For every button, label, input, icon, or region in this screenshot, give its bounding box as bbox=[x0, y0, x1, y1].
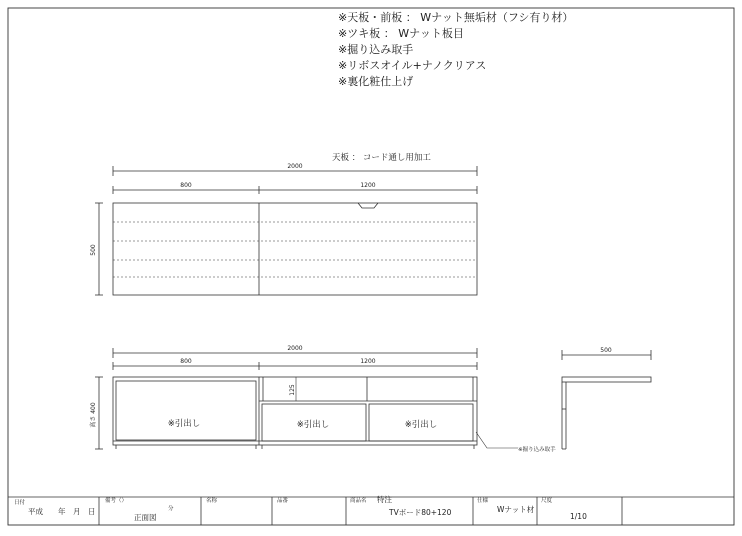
left-drawer-front bbox=[116, 381, 256, 440]
front-view bbox=[89, 345, 556, 453]
top-left-dim: 800 bbox=[180, 182, 192, 189]
date-label: 日付 bbox=[14, 500, 26, 506]
product-name: 特注 bbox=[377, 495, 392, 504]
note-line: ※掘り込み取手 bbox=[338, 43, 414, 56]
handle-callout-label: ※掘り込み取手 bbox=[518, 447, 556, 453]
minutes-label: 分 bbox=[168, 506, 174, 512]
product-number-label: 品番 bbox=[277, 498, 289, 504]
top-overall-dim: 2000 bbox=[287, 163, 303, 170]
spec-label: 仕様 bbox=[477, 498, 489, 504]
product-value: TVボード80+120 bbox=[389, 508, 452, 517]
right-drawer-label: ※引出し bbox=[404, 420, 438, 430]
front-left-dim: 800 bbox=[180, 358, 192, 365]
mid-drawer-label: ※引出し bbox=[296, 420, 330, 430]
product-name-label: 商品名 bbox=[350, 498, 367, 504]
side-top-board bbox=[562, 377, 651, 382]
note-line: ※ツキ板 ： Wナット板目 bbox=[338, 27, 464, 40]
note-line: ※裏化粧仕上げ bbox=[338, 75, 414, 88]
spec-value: Wナット材 bbox=[497, 505, 535, 514]
note-line: ※リボスオイル+ナノクリアス bbox=[338, 59, 487, 72]
title-block bbox=[8, 494, 734, 525]
top-right-dim: 1200 bbox=[360, 182, 376, 189]
top-depth-dim: 500 bbox=[90, 244, 97, 256]
date-value: 平成 年 月 日 bbox=[28, 507, 96, 516]
left-drawer-label: ※引出し bbox=[167, 419, 201, 429]
note-line: ※天板・前板 ： Wナット無垢材（フシ有り材） bbox=[338, 11, 574, 24]
name-label: 名称 bbox=[206, 498, 218, 504]
top-view bbox=[90, 152, 477, 295]
shelf-height-dim: 125 bbox=[289, 384, 296, 396]
note-label: 備考（） bbox=[105, 498, 128, 504]
top-plan-outline bbox=[113, 203, 477, 295]
sheet-border bbox=[8, 8, 734, 525]
front-height-dim: 高さ 400 bbox=[90, 402, 97, 428]
front-overall-dim: 2000 bbox=[287, 345, 303, 352]
front-right-dim: 1200 bbox=[360, 358, 376, 365]
side-view bbox=[562, 347, 651, 449]
side-depth-dim: 500 bbox=[600, 347, 612, 354]
scale-label: 尺度 bbox=[541, 498, 553, 504]
top-view-caption: 天板 ： コード通し用加工 bbox=[332, 153, 431, 163]
scale-value: 1/10 bbox=[570, 512, 587, 521]
view-name: 正面図 bbox=[134, 513, 157, 522]
